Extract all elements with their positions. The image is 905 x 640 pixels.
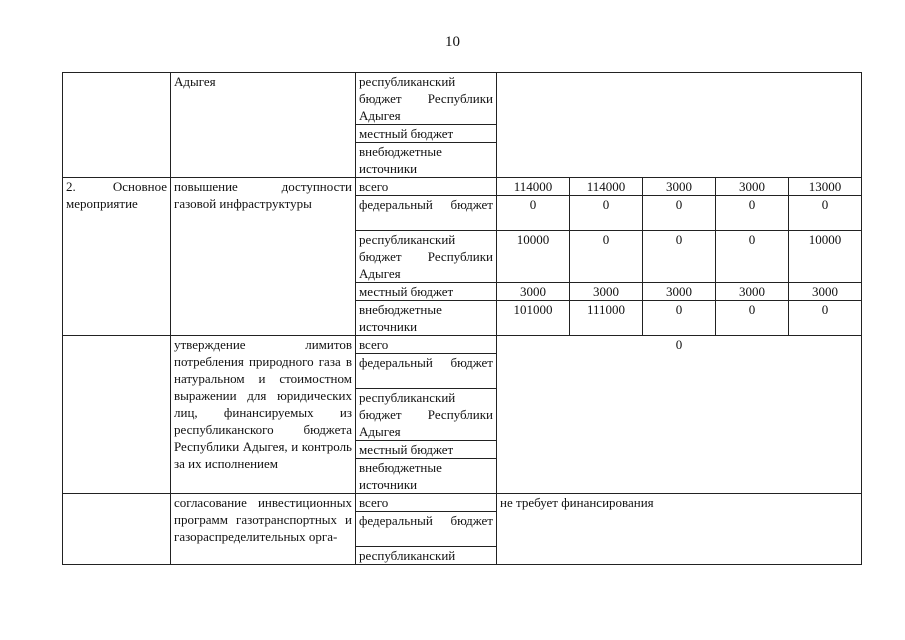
value-cell: 114000 — [570, 178, 643, 196]
budget-table — [62, 72, 862, 565]
source-cell: республиканский бюджет Республики Адыгея — [356, 389, 497, 441]
value-cell: 0 — [643, 301, 716, 336]
value-cell: 114000 — [497, 178, 570, 196]
measure-cell-empty — [63, 73, 171, 178]
source-cell: федеральный бюджет — [356, 196, 497, 231]
source-cell: всего — [356, 494, 497, 512]
value-cell: 0 — [570, 231, 643, 283]
value-cell: 0 — [716, 196, 789, 231]
value-cell: 0 — [716, 231, 789, 283]
source-cell: республиканский — [356, 547, 497, 565]
description-cell: утверждение лимитов потребления природного газа в натуральном и стоимостном выражении для юридических лиц, финансируемых из республиканского бюджета Республики Адыгея, и контроль за их исполнением — [171, 336, 356, 494]
value-cell: 101000 — [497, 301, 570, 336]
page-number: 10 — [445, 34, 460, 50]
source-cell: местный бюджет — [356, 283, 497, 301]
values-cell-empty — [497, 73, 862, 178]
value-cell: 10000 — [789, 231, 862, 283]
value-cell: 0 — [716, 301, 789, 336]
value-cell: 3000 — [643, 283, 716, 301]
measure-cell: 2. Основное мероприятие — [63, 178, 171, 336]
value-cell: 111000 — [570, 301, 643, 336]
value-cell: 13000 — [789, 178, 862, 196]
measure-cell-empty — [63, 494, 171, 565]
value-cell: 3000 — [716, 283, 789, 301]
value-cell: 0 — [789, 196, 862, 231]
source-cell: местный бюджет — [356, 125, 497, 143]
value-cell: 3000 — [643, 178, 716, 196]
value-cell: 3000 — [716, 178, 789, 196]
value-cell: 3000 — [497, 283, 570, 301]
value-cell: 10000 — [497, 231, 570, 283]
source-cell: всего — [356, 336, 497, 354]
source-cell: республиканский бюджет Республики Адыгея — [356, 73, 497, 125]
value-cell: 0 — [789, 301, 862, 336]
source-cell: внебюджетные источники — [356, 459, 497, 494]
value-cell: 0 — [570, 196, 643, 231]
source-cell: внебюджетные источники — [356, 301, 497, 336]
source-cell: федеральный бюджет — [356, 354, 497, 389]
description-cell: согласование инвестиционных программ газотранспортных и газораспределительных орга- — [171, 494, 356, 565]
value-cell: 3000 — [570, 283, 643, 301]
source-cell: федеральный бюджет — [356, 512, 497, 547]
source-cell: республиканский бюджет Республики Адыгея — [356, 231, 497, 283]
source-cell: внебюджетные источники — [356, 143, 497, 178]
value-cell: 0 — [643, 231, 716, 283]
value-cell: 3000 — [789, 283, 862, 301]
value-cell: 0 — [497, 196, 570, 231]
description-cell: повышение доступности газовой инфраструктуры — [171, 178, 356, 336]
value-cell: 0 — [643, 196, 716, 231]
source-cell: всего — [356, 178, 497, 196]
value-cell-merged: 0 — [497, 336, 862, 494]
measure-cell-empty — [63, 336, 171, 494]
note-cell: не требует финансирования — [497, 494, 862, 565]
description-cell: Адыгея — [171, 73, 356, 178]
source-cell: местный бюджет — [356, 441, 497, 459]
